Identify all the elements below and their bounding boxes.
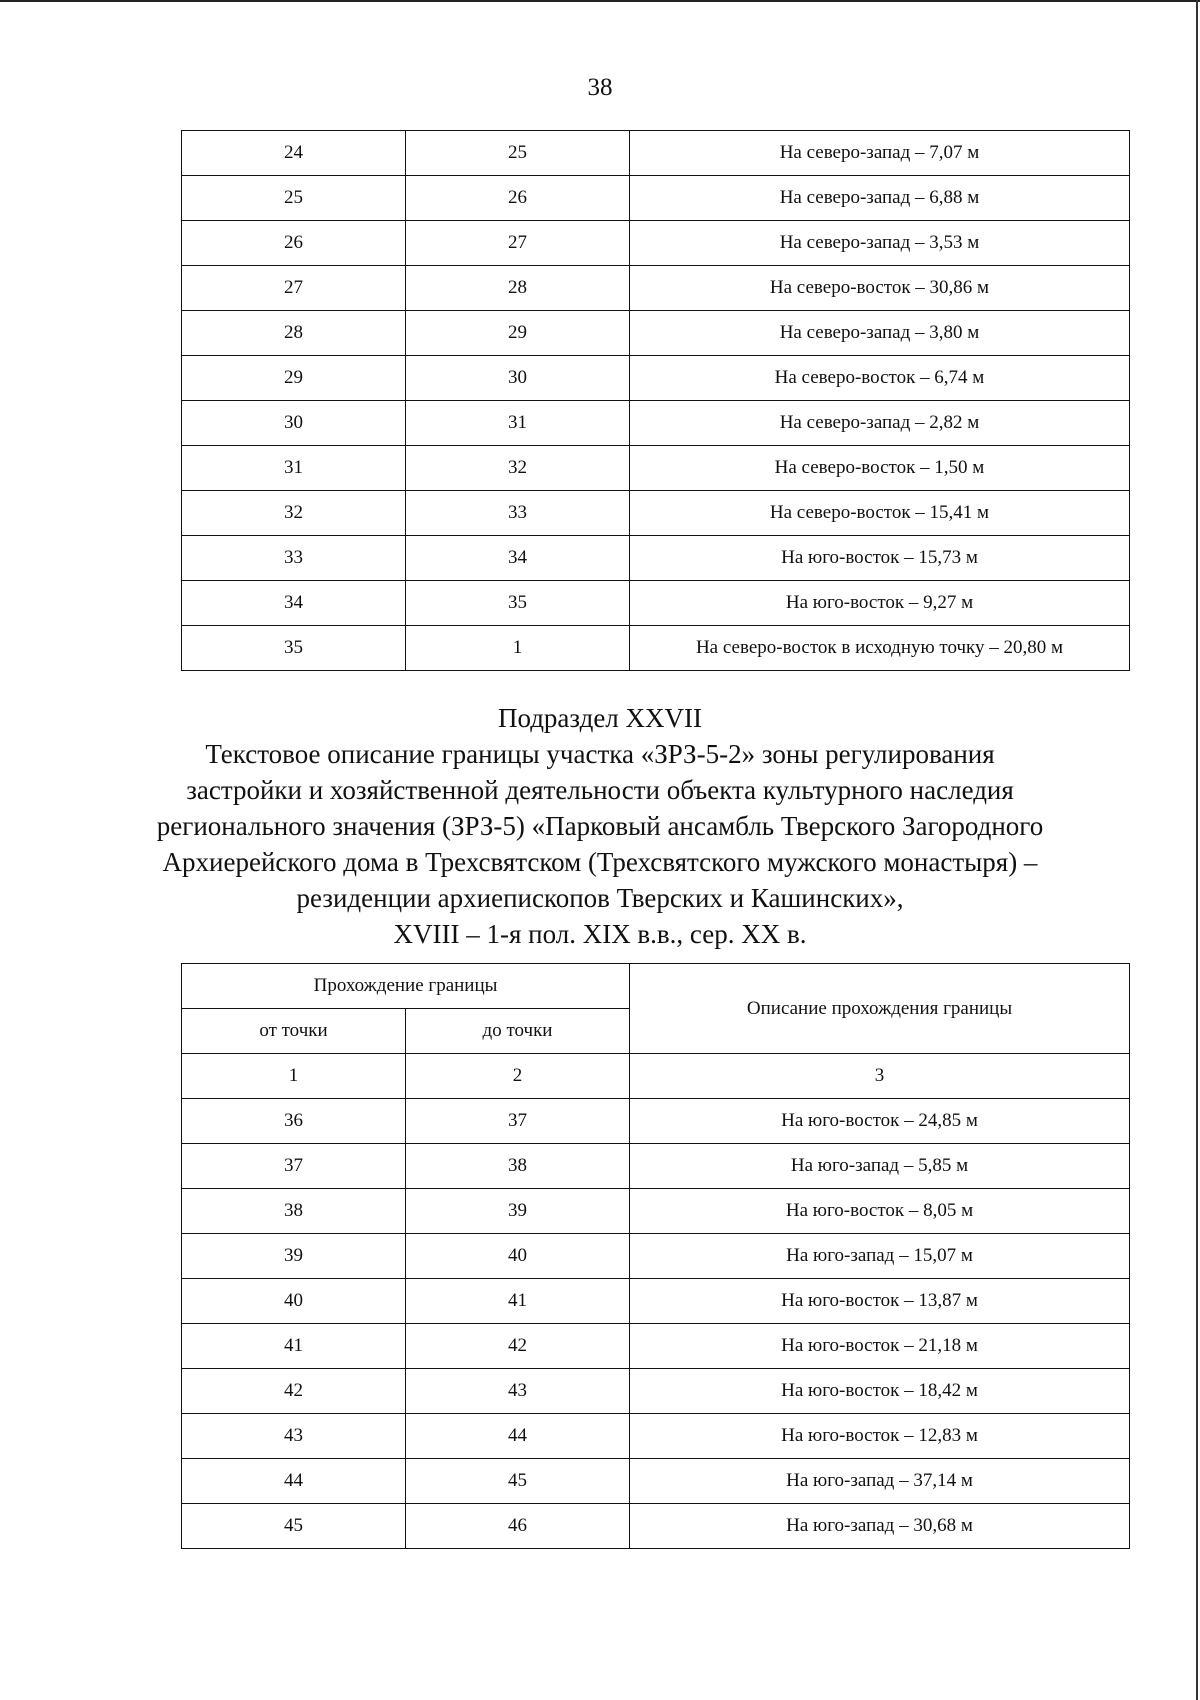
table-row: [182, 266, 1130, 311]
subsection-line: регионального значения (ЗРЗ-5) «Парковый ансамбль Тверского Загородного: [156, 811, 1044, 841]
to-point-cell: 39: [406, 1189, 630, 1234]
to-point-cell: 41: [406, 1279, 630, 1324]
to-point-cell: 33: [406, 491, 630, 536]
header-row-group: [182, 964, 1130, 1009]
subsection-heading: [0, 700, 1200, 952]
from-point-cell: 34: [182, 581, 406, 626]
table-row: [182, 356, 1130, 401]
description-cell: На юго-восток – 18,42 м: [630, 1369, 1130, 1414]
to-point-cell: 34: [406, 536, 630, 581]
table-row: [182, 221, 1130, 266]
header-to-point: до точки: [406, 1009, 630, 1054]
description-cell: На северо-восток – 15,41 м: [630, 491, 1130, 536]
boundary-table-zrz-5-2: [181, 963, 1130, 1549]
description-cell: На северо-запад – 6,88 м: [630, 176, 1130, 221]
page-number: 38: [587, 74, 613, 101]
from-point-cell: 38: [182, 1189, 406, 1234]
description-cell: На юго-восток – 8,05 м: [630, 1189, 1130, 1234]
table-row: [182, 401, 1130, 446]
subsection-line: резиденции архиепископов Тверских и Кашинских»,: [296, 883, 904, 913]
from-point-cell: 41: [182, 1324, 406, 1369]
table-row: [182, 1504, 1130, 1549]
from-point-cell: 36: [182, 1099, 406, 1144]
table-row: [182, 176, 1130, 221]
header-from-point: от точки: [182, 1009, 406, 1054]
to-point-cell: 35: [406, 581, 630, 626]
from-point-cell: 37: [182, 1144, 406, 1189]
table-row: [182, 446, 1130, 491]
description-cell: На юго-запад – 30,68 м: [630, 1504, 1130, 1549]
boundary-table-continued: [181, 130, 1130, 671]
description-cell: На северо-восток – 30,86 м: [630, 266, 1130, 311]
table-header: [182, 964, 1130, 1099]
table-row: [182, 311, 1130, 356]
to-point-cell: 31: [406, 401, 630, 446]
table-row: [182, 1459, 1130, 1504]
table-row: [182, 1234, 1130, 1279]
description-cell: На юго-восток – 24,85 м: [630, 1099, 1130, 1144]
to-point-cell: 1: [406, 626, 630, 671]
subsection-line: застройки и хозяйственной деятельности объекта культурного наследия: [186, 775, 1014, 805]
top-border-rule: [0, 0, 1200, 2]
from-point-cell: 35: [182, 626, 406, 671]
from-point-cell: 39: [182, 1234, 406, 1279]
description-cell: На юго-восток – 9,27 м: [630, 581, 1130, 626]
table-row: [182, 536, 1130, 581]
from-point-cell: 27: [182, 266, 406, 311]
description-cell: На северо-запад – 7,07 м: [630, 131, 1130, 176]
from-point-cell: 44: [182, 1459, 406, 1504]
to-point-cell: 42: [406, 1324, 630, 1369]
subsection-line: Архиерейского дома в Трехсвятском (Трехсвятского мужского монастыря) –: [162, 847, 1038, 877]
from-point-cell: 24: [182, 131, 406, 176]
from-point-cell: 26: [182, 221, 406, 266]
to-point-cell: 45: [406, 1459, 630, 1504]
to-point-cell: 28: [406, 266, 630, 311]
from-point-cell: 33: [182, 536, 406, 581]
table-row: [182, 1279, 1130, 1324]
to-point-cell: 38: [406, 1144, 630, 1189]
column-number: 2: [406, 1054, 630, 1099]
description-cell: На северо-запад – 3,53 м: [630, 221, 1130, 266]
to-point-cell: 32: [406, 446, 630, 491]
description-cell: На юго-запад – 37,14 м: [630, 1459, 1130, 1504]
description-cell: На юго-запад – 5,85 м: [630, 1144, 1130, 1189]
description-cell: На юго-запад – 15,07 м: [630, 1234, 1130, 1279]
header-row-column-numbers: [182, 1054, 1130, 1099]
from-point-cell: 30: [182, 401, 406, 446]
table-row: [182, 1414, 1130, 1459]
to-point-cell: 43: [406, 1369, 630, 1414]
header-boundary-passage: Прохождение границы: [182, 964, 630, 1009]
to-point-cell: 37: [406, 1099, 630, 1144]
to-point-cell: 30: [406, 356, 630, 401]
subsection-title: Подраздел XXVII: [497, 703, 703, 733]
subsection-line: XVIII – 1-я пол. XIX в.в., сер. XX в.: [393, 919, 807, 949]
table-row: [182, 581, 1130, 626]
from-point-cell: 45: [182, 1504, 406, 1549]
from-point-cell: 28: [182, 311, 406, 356]
from-point-cell: 29: [182, 356, 406, 401]
table-row: [182, 131, 1130, 176]
from-point-cell: 43: [182, 1414, 406, 1459]
column-number: 3: [630, 1054, 1130, 1099]
from-point-cell: 25: [182, 176, 406, 221]
description-cell: На юго-восток – 12,83 м: [630, 1414, 1130, 1459]
table-row: [182, 1099, 1130, 1144]
description-cell: На северо-восток – 6,74 м: [630, 356, 1130, 401]
description-cell: На северо-восток в исходную точку – 20,80 м: [630, 626, 1130, 671]
to-point-cell: 27: [406, 221, 630, 266]
table-row: [182, 1144, 1130, 1189]
table-row: [182, 626, 1130, 671]
boundary-table-zrz-5-2-body: [182, 1099, 1130, 1549]
table-row: [182, 1369, 1130, 1414]
from-point-cell: 42: [182, 1369, 406, 1414]
description-cell: На юго-восток – 21,18 м: [630, 1324, 1130, 1369]
to-point-cell: 40: [406, 1234, 630, 1279]
from-point-cell: 40: [182, 1279, 406, 1324]
boundary-table-continued-body: [182, 131, 1130, 671]
description-cell: На северо-запад – 2,82 м: [630, 401, 1130, 446]
to-point-cell: 26: [406, 176, 630, 221]
description-cell: На северо-восток – 1,50 м: [630, 446, 1130, 491]
from-point-cell: 31: [182, 446, 406, 491]
table-row: [182, 1324, 1130, 1369]
header-description: Описание прохождения границы: [630, 964, 1130, 1054]
table-row: [182, 1189, 1130, 1234]
to-point-cell: 46: [406, 1504, 630, 1549]
to-point-cell: 29: [406, 311, 630, 356]
to-point-cell: 44: [406, 1414, 630, 1459]
from-point-cell: 32: [182, 491, 406, 536]
to-point-cell: 25: [406, 131, 630, 176]
subsection-line: Текстовое описание границы участка «ЗРЗ-5-2» зоны регулирования: [205, 739, 995, 769]
column-number: 1: [182, 1054, 406, 1099]
description-cell: На юго-восток – 13,87 м: [630, 1279, 1130, 1324]
description-cell: На северо-запад – 3,80 м: [630, 311, 1130, 356]
table-row: [182, 491, 1130, 536]
description-cell: На юго-восток – 15,73 м: [630, 536, 1130, 581]
